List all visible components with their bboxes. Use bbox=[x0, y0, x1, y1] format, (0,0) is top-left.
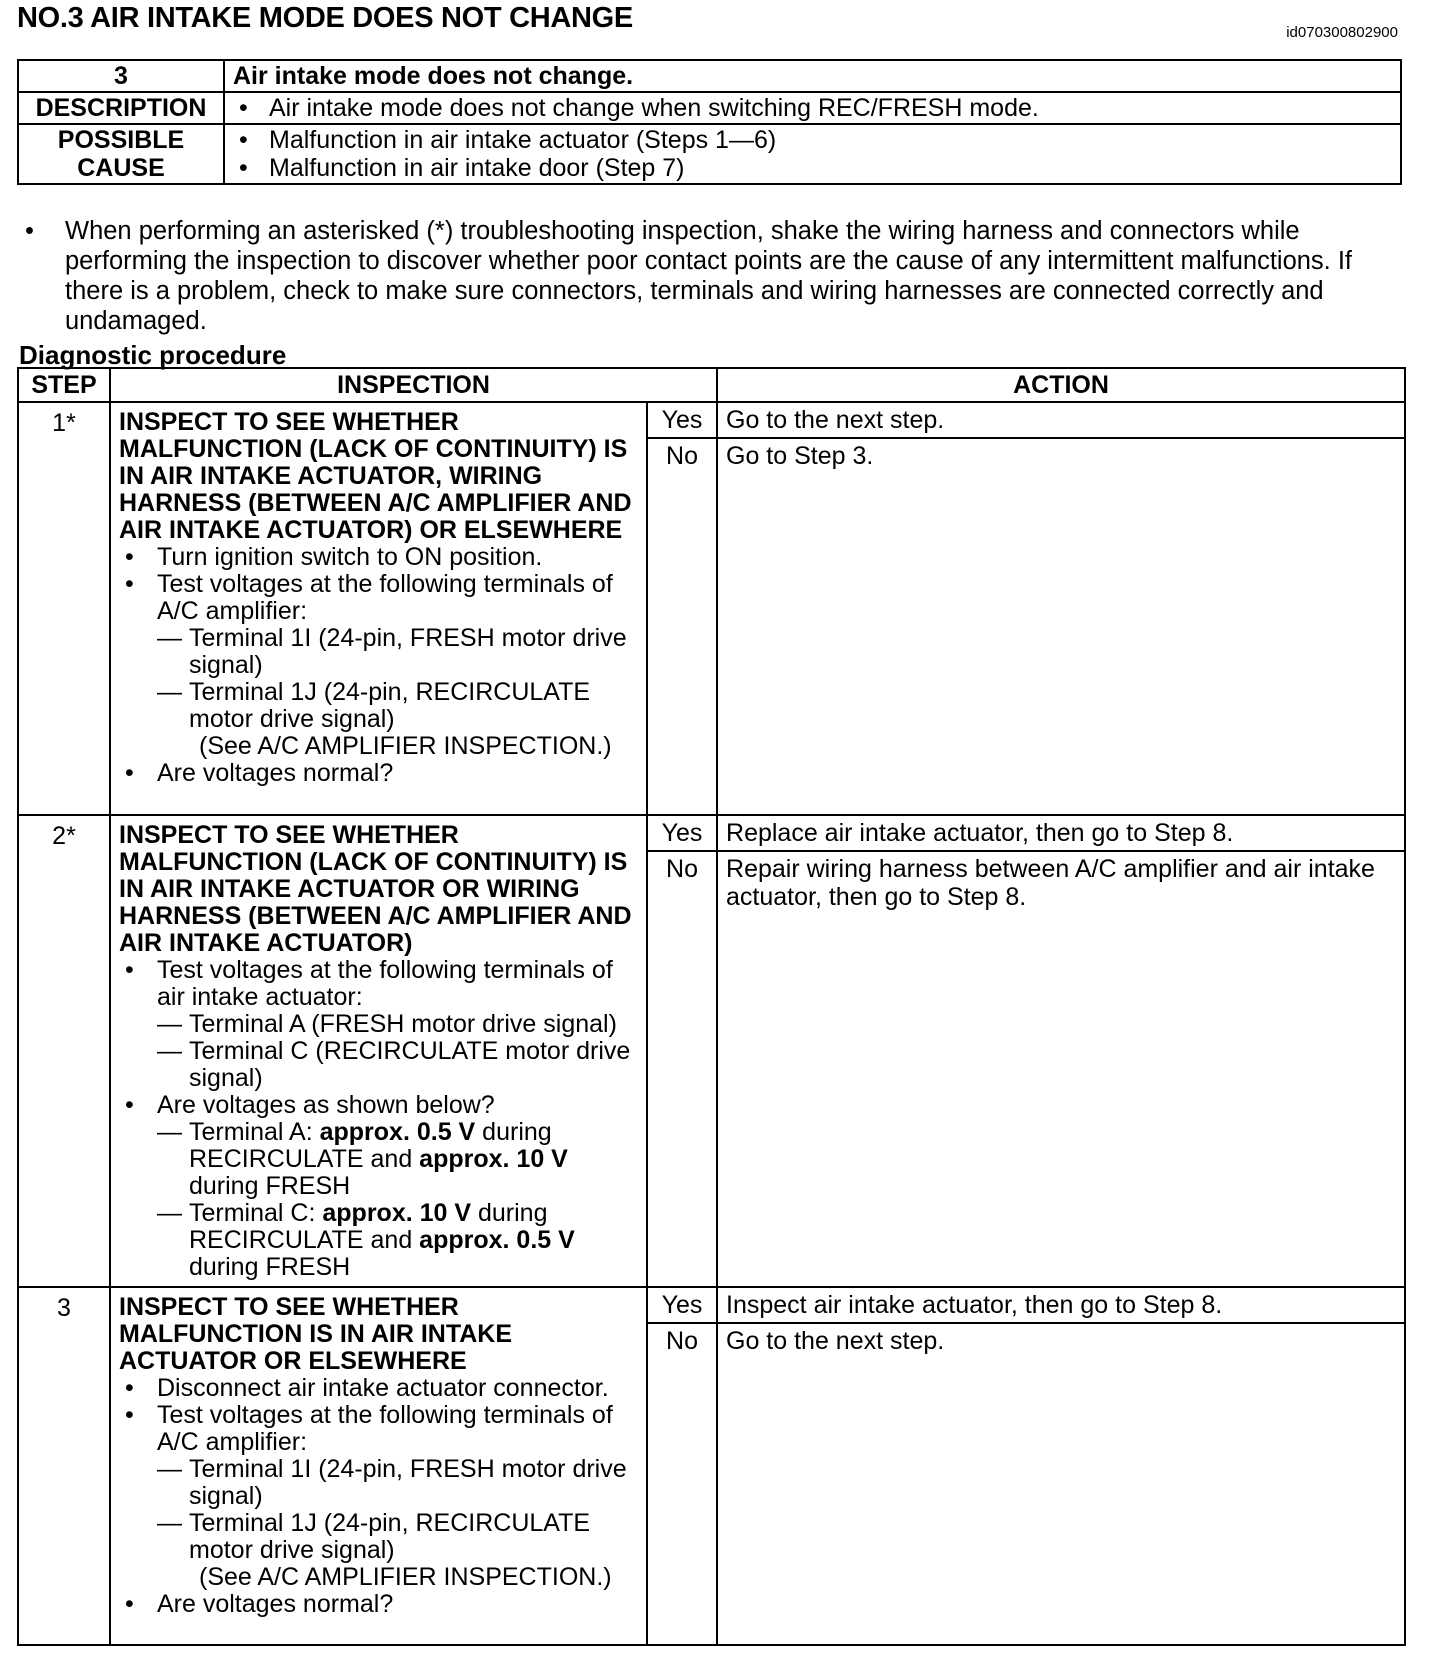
bullet-icon: • bbox=[125, 543, 134, 571]
column-header-step: STEP bbox=[18, 368, 110, 402]
procedure-title: Diagnostic procedure bbox=[19, 340, 287, 370]
terminal-c-values: Terminal C: approx. 10 V during RECIRCULATE and approx. 0.5 V during FRESH bbox=[189, 1199, 575, 1281]
action-cell bbox=[717, 402, 1405, 815]
step-number: 1* bbox=[18, 402, 110, 815]
description-text: Air intake mode does not change when switching REC/FRESH mode. bbox=[269, 94, 1039, 122]
dash-icon: — bbox=[157, 1010, 182, 1038]
bullet-icon: • bbox=[125, 759, 134, 787]
dash-icon: — bbox=[157, 1509, 182, 1537]
dash-icon: — bbox=[157, 1199, 182, 1227]
bullet-icon: • bbox=[125, 1401, 134, 1429]
action-cell bbox=[717, 1287, 1405, 1645]
inspection-cell bbox=[110, 815, 647, 1287]
reference-text: (See A/C AMPLIFIER INSPECTION.) bbox=[199, 732, 612, 760]
inspection-question: Are voltages normal? bbox=[157, 1590, 394, 1618]
document-id: id070300802900 bbox=[1286, 24, 1398, 41]
step-row bbox=[18, 1287, 1405, 1645]
step-number: 2* bbox=[18, 815, 110, 1287]
dash-icon: — bbox=[157, 624, 182, 652]
yes-action: Inspect air intake actuator, then go to Step 8. bbox=[718, 1288, 1404, 1324]
no-action: Repair wiring harness between A/C amplifier and air intake actuator, then go to Step 8. bbox=[726, 855, 1375, 911]
yes-action: Replace air intake actuator, then go to Step 8. bbox=[718, 816, 1404, 852]
inspection-bullet: Test voltages at the following terminals of air intake actuator: bbox=[157, 956, 613, 1011]
cause-item: Malfunction in air intake door (Step 7) bbox=[269, 154, 685, 182]
possible-cause-row bbox=[18, 124, 1401, 184]
yes-label: Yes bbox=[648, 1288, 716, 1324]
bullet-icon: • bbox=[125, 570, 134, 598]
symptom-number: 3 bbox=[18, 60, 224, 92]
dash-icon: — bbox=[157, 1037, 182, 1065]
inspection-subitem: Terminal 1J (24-pin, RECIRCULATE motor drive signal) bbox=[189, 678, 591, 733]
column-header-inspection: INSPECTION bbox=[110, 368, 717, 402]
description-label: DESCRIPTION bbox=[18, 92, 224, 124]
inspection-subitem: Terminal A (FRESH motor drive signal) bbox=[189, 1010, 617, 1038]
cause-item: Malfunction in air intake actuator (Steps 1—6) bbox=[269, 126, 777, 154]
inspection-subitem: Terminal 1J (24-pin, RECIRCULATE motor drive signal) bbox=[189, 1509, 591, 1564]
no-label: No bbox=[666, 442, 698, 470]
reference-text: (See A/C AMPLIFIER INSPECTION.) bbox=[199, 1563, 612, 1591]
bullet-icon: • bbox=[125, 1091, 134, 1119]
inspection-cell bbox=[110, 402, 647, 815]
symptom-summary-table bbox=[17, 59, 1402, 185]
page-title: NO.3 AIR INTAKE MODE DOES NOT CHANGE bbox=[17, 2, 633, 34]
yes-label: Yes bbox=[648, 403, 716, 439]
no-action: Go to the next step. bbox=[726, 1327, 945, 1355]
dash-icon: — bbox=[157, 678, 182, 706]
inspection-subitem: Terminal C (RECIRCULATE motor drive signal) bbox=[189, 1037, 631, 1092]
table-header-row bbox=[18, 368, 1405, 402]
inspection-subitem: Terminal 1I (24-pin, FRESH motor drive signal) bbox=[189, 624, 627, 679]
inspection-heading: INSPECT TO SEE WHETHER MALFUNCTION (LACK OF CONTINUITY) IS IN AIR INTAKE ACTUATOR, WIRING HARNESS (BETWEEN A/C AMPLIFIER AND AIR INTAKE ACTUATOR) OR ELSEWHERE bbox=[119, 408, 632, 544]
yes-no-cell bbox=[647, 402, 717, 815]
inspection-question: Are voltages normal? bbox=[157, 759, 394, 787]
inspection-subitem: Terminal 1I (24-pin, FRESH motor drive signal) bbox=[189, 1455, 627, 1510]
terminal-a-values: Terminal A: approx. 0.5 V during RECIRCULATE and approx. 10 V during FRESH bbox=[189, 1118, 568, 1200]
bullet-icon: • bbox=[25, 217, 34, 245]
possible-cause-label: POSSIBLE CAUSE bbox=[18, 124, 224, 184]
bullet-icon: • bbox=[125, 1374, 134, 1402]
yes-label: Yes bbox=[648, 816, 716, 852]
inspection-cell bbox=[110, 1287, 647, 1645]
inspection-bullet: Turn ignition switch to ON position. bbox=[157, 543, 543, 571]
dash-icon: — bbox=[157, 1118, 182, 1146]
no-label: No bbox=[666, 1327, 698, 1355]
bullet-icon: • bbox=[239, 94, 248, 122]
step-row bbox=[18, 402, 1405, 815]
yes-action: Go to the next step. bbox=[718, 403, 1404, 439]
bullet-icon: • bbox=[125, 956, 134, 984]
bullet-icon: • bbox=[239, 126, 248, 154]
bullet-icon: • bbox=[125, 1590, 134, 1618]
bullet-icon: • bbox=[239, 154, 248, 182]
asterisk-note bbox=[25, 216, 1405, 336]
inspection-bullet: Test voltages at the following terminals of A/C amplifier: bbox=[157, 1401, 613, 1456]
no-action: Go to Step 3. bbox=[726, 442, 874, 470]
inspection-heading: INSPECT TO SEE WHETHER MALFUNCTION IS IN AIR INTAKE ACTUATOR OR ELSEWHERE bbox=[119, 1293, 513, 1375]
no-label: No bbox=[666, 855, 698, 883]
inspection-heading: INSPECT TO SEE WHETHER MALFUNCTION (LACK OF CONTINUITY) IS IN AIR INTAKE ACTUATOR OR WIRING HARNESS (BETWEEN A/C AMPLIFIER AND AIR INTAKE ACTUATOR) bbox=[119, 821, 632, 957]
yes-no-cell bbox=[647, 815, 717, 1287]
diagnostic-procedure-table bbox=[17, 367, 1406, 1646]
column-header-action: ACTION bbox=[717, 368, 1405, 402]
description-row bbox=[18, 92, 1401, 124]
dash-icon: — bbox=[157, 1455, 182, 1483]
asterisk-note-text: When performing an asterisked (*) troubleshooting inspection, shake the wiring harness and connectors while performing the inspection to discover whether poor contact points are the cause of any intermittent malfunctions. If there is a problem, check to make sure connectors, terminals and wiring harnesses are connected correctly and undamaged. bbox=[65, 217, 1353, 335]
symptom-text: Air intake mode does not change. bbox=[224, 60, 1401, 92]
inspection-bullet: Disconnect air intake actuator connector. bbox=[157, 1374, 609, 1402]
inspection-bullet: Test voltages at the following terminals of A/C amplifier: bbox=[157, 570, 613, 625]
action-cell bbox=[717, 815, 1405, 1287]
inspection-question: Are voltages as shown below? bbox=[157, 1091, 495, 1119]
step-number: 3 bbox=[18, 1287, 110, 1645]
step-row bbox=[18, 815, 1405, 1287]
yes-no-cell bbox=[647, 1287, 717, 1645]
symptom-row bbox=[18, 60, 1401, 92]
